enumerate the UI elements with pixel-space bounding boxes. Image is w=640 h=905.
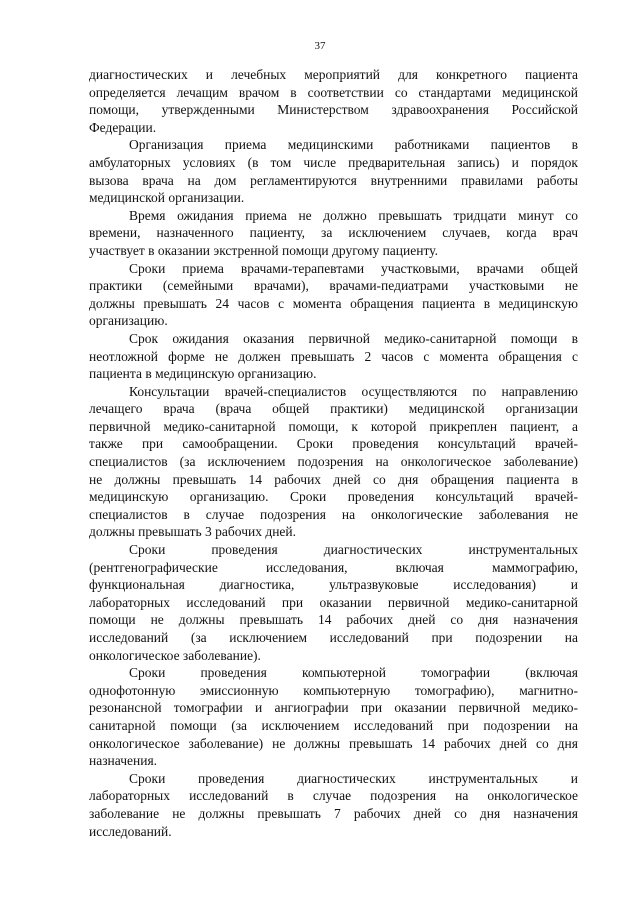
text-line: амбулаторных условиях (в том числе предварительная запись) и порядок xyxy=(89,154,578,170)
text-line: Консультации врачей-специалистов осуществляются по направлению xyxy=(129,383,578,399)
text-line: помощи, утвержденными Министерством здравоохранения Российской xyxy=(89,102,578,118)
text-line: лечащего врача (врача общей практики) медицинской организации xyxy=(89,401,578,417)
text-line: специалистов (за исключением подозрения на онкологическое заболевание) xyxy=(89,454,578,470)
page-number: 37 xyxy=(314,40,326,52)
text-line: практики (семейными врачами), врачами-педиатрами участковыми не xyxy=(89,278,578,294)
text-line: Время ожидания приема не должно превышать тридцати минут со xyxy=(129,207,578,223)
text-line: заболевание не должны превышать 7 рабочих дней со дня назначения xyxy=(89,805,578,821)
text-line: диагностических и лечебных мероприятий для конкретного пациента xyxy=(89,67,578,82)
text-line: санитарной помощи (за исключением исследований при подозрении на xyxy=(89,717,578,733)
text-line: специалистов в случае подозрения на онкологические заболевания не xyxy=(89,506,578,522)
text-line: Срок ожидания оказания первичной медико-санитарной помощи в xyxy=(129,330,578,346)
text-line: первичной медико-санитарной помощи, к которой прикреплен пациент, а xyxy=(89,418,578,434)
text-line: пациента в медицинскую организацию. xyxy=(89,366,317,382)
text-line: лабораторных исследований при оказании первичной медико-санитарной xyxy=(89,594,578,610)
text-line: исследований (за исключением исследований при подозрении на xyxy=(89,630,578,645)
text-line: резонансной томографии и ангиографии при оказании первичной медико- xyxy=(89,700,578,716)
text-line: онкологическое заболевание) не должны превышать 14 рабочих дней со дня xyxy=(89,735,578,751)
text-line: лабораторных исследований в случае подозрения на онкологическое xyxy=(89,788,578,804)
text-line: медицинской организации. xyxy=(89,190,245,206)
document-body xyxy=(89,66,578,840)
text-line: времени, назначенного пациенту, за исключением случаев, когда врач xyxy=(89,225,578,241)
text-line: Сроки проведения диагностических инструментальных xyxy=(129,542,578,558)
text-line: также при самообращении. Сроки проведения консультаций врачей- xyxy=(89,436,578,452)
text-line: онкологическое заболевание). xyxy=(89,647,261,663)
text-line: (рентгенографические исследования, включая маммографию, xyxy=(89,559,578,575)
text-line: участвует в оказании экстренной помощи другому пациенту. xyxy=(89,242,438,258)
text-line: назначения. xyxy=(89,753,158,769)
text-line: должны превышать 24 часов с момента обращения пациента в медицинскую xyxy=(89,295,578,311)
text-line: определяется лечащим врачом в соответствии со стандартами медицинской xyxy=(89,84,578,100)
text-line: неотложной форме не должен превышать 2 часов с момента обращения с xyxy=(89,348,578,364)
text-line: Федерации. xyxy=(89,119,157,135)
text-line: Сроки проведения диагностических инструментальных и xyxy=(129,770,578,786)
text-line: организацию. xyxy=(89,313,168,329)
text-line: не должны превышать 14 рабочих дней со дня обращения пациента в xyxy=(89,471,578,487)
text-line: Организация приема медицинскими работниками пациентов в xyxy=(129,137,578,153)
text-line: медицинскую организацию. Сроки проведения консультаций врачей- xyxy=(89,489,578,505)
text-line: Сроки приема врачами-терапевтами участковыми, врачами общей xyxy=(129,260,578,276)
text-line: Сроки проведения компьютерной томографии (включая xyxy=(129,665,578,681)
text-line: вызова врача на дом регламентируются внутренними правилами работы xyxy=(89,172,578,188)
text-line: однофотонную эмиссионную компьютерную томографию), магнитно- xyxy=(89,682,578,698)
text-line: исследований. xyxy=(89,823,172,839)
text-line: функциональная диагностика, ультразвуковые исследования) и xyxy=(89,577,578,593)
text-line: должны превышать 3 рабочих дней. xyxy=(89,524,297,540)
text-line: помощи не должны превышать 14 рабочих дней со дня назначения xyxy=(89,612,578,628)
